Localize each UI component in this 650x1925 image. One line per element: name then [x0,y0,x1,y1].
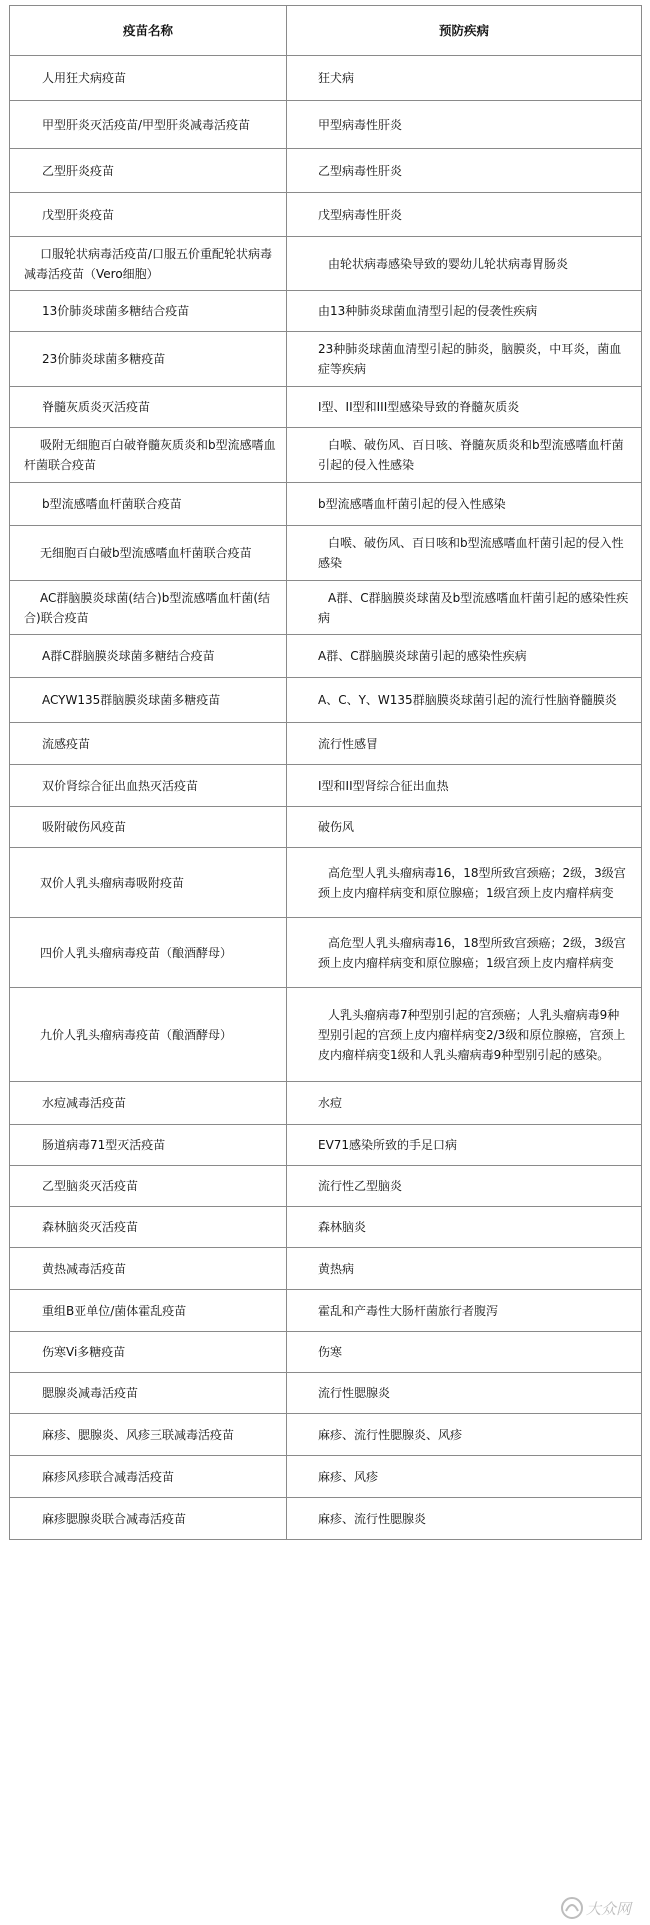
cell-disease: EV71感染所致的手足口病 [287,1125,642,1166]
cell-vaccine-name: 双价人乳头瘤病毒吸附疫苗 [10,848,287,918]
cell-disease: 森林脑炎 [287,1207,642,1248]
header-vaccine-name: 疫苗名称 [10,6,287,56]
cell-vaccine-name: 23价肺炎球菌多糖疫苗 [10,332,287,387]
cell-vaccine-name: 无细胞百白破b型流感嗜血杆菌联合疫苗 [10,526,287,581]
cell-disease: 麻疹、风疹 [287,1456,642,1498]
cell-disease: 黄热病 [287,1248,642,1290]
cell-vaccine-name: ACYW135群脑膜炎球菌多糖疫苗 [10,678,287,723]
table-row [10,765,642,807]
table-row [10,1082,642,1125]
table-row [10,237,642,291]
table-row [10,1414,642,1456]
table-row [10,483,642,526]
table-row [10,581,642,635]
cell-vaccine-name: 麻疹腮腺炎联合减毒活疫苗 [10,1498,287,1540]
cell-disease: 甲型病毒性肝炎 [287,101,642,149]
cell-vaccine-name: 脊髓灰质炎灭活疫苗 [10,387,287,428]
site-logo-watermark [560,1893,644,1923]
cell-vaccine-name: 森林脑炎灭活疫苗 [10,1207,287,1248]
table-row [10,1125,642,1166]
table-row [10,1456,642,1498]
cell-disease: 霍乱和产毒性大肠杆菌旅行者腹泻 [287,1290,642,1332]
table-row [10,918,642,988]
cell-vaccine-name: 重组B亚单位/菌体霍乱疫苗 [10,1290,287,1332]
cell-vaccine-name: 13价肺炎球菌多糖结合疫苗 [10,291,287,332]
cell-vaccine-name: 乙型肝炎疫苗 [10,149,287,193]
cell-vaccine-name: 麻疹、腮腺炎、风疹三联减毒活疫苗 [10,1414,287,1456]
cell-vaccine-name: 吸附无细胞百白破脊髓灰质炎和b型流感嗜血杆菌联合疫苗 [10,428,287,483]
cell-vaccine-name: b型流感嗜血杆菌联合疫苗 [10,483,287,526]
table-row [10,526,642,581]
table-row [10,101,642,149]
cell-vaccine-name: 人用狂犬病疫苗 [10,56,287,101]
cell-disease: 伤寒 [287,1332,642,1373]
table-row [10,1332,642,1373]
cell-vaccine-name: 水痘减毒活疫苗 [10,1082,287,1125]
table-row [10,1373,642,1414]
cell-disease: A群、C群脑膜炎球菌及b型流感嗜血杆菌引起的感染性疾病 [287,581,642,635]
table-header-row [10,6,642,56]
cell-vaccine-name: 流感疫苗 [10,723,287,765]
cell-disease: I型和II型肾综合征出血热 [287,765,642,807]
cell-disease: 人乳头瘤病毒7种型别引起的宫颈癌；人乳头瘤病毒9种型别引起的宫颈上皮内瘤样病变2/3级和原位腺癌，宫颈上皮内瘤样病变1级和人乳头瘤病毒9种型别引起的感染。 [287,988,642,1082]
cell-disease: b型流感嗜血杆菌引起的侵入性感染 [287,483,642,526]
table-row [10,1248,642,1290]
cell-vaccine-name: A群C群脑膜炎球菌多糖结合疫苗 [10,635,287,678]
cell-vaccine-name: 乙型脑炎灭活疫苗 [10,1166,287,1207]
table-row [10,428,642,483]
table-row [10,723,642,765]
cell-disease: 破伤风 [287,807,642,848]
table-row [10,807,642,848]
table-row [10,56,642,101]
cell-disease: A群、C群脑膜炎球菌引起的感染性疾病 [287,635,642,678]
cell-vaccine-name: 黄热减毒活疫苗 [10,1248,287,1290]
table-row [10,848,642,918]
cell-vaccine-name: 伤寒Vi多糖疫苗 [10,1332,287,1373]
cell-disease: I型、II型和III型感染导致的脊髓灰质炎 [287,387,642,428]
table-row [10,332,642,387]
cell-disease: 乙型病毒性肝炎 [287,149,642,193]
table-row [10,1166,642,1207]
cell-vaccine-name: 甲型肝炎灭活疫苗/甲型肝炎减毒活疫苗 [10,101,287,149]
cell-disease: 流行性腮腺炎 [287,1373,642,1414]
table-row [10,291,642,332]
table-row [10,1498,642,1540]
table-row [10,149,642,193]
cell-disease: 白喉、破伤风、百日咳和b型流感嗜血杆菌引起的侵入性感染 [287,526,642,581]
table-row [10,988,642,1082]
vaccine-table [9,5,642,1540]
cell-disease: 流行性乙型脑炎 [287,1166,642,1207]
cell-vaccine-name: 九价人乳头瘤病毒疫苗（酿酒酵母） [10,988,287,1082]
table-row [10,678,642,723]
cell-vaccine-name: 戊型肝炎疫苗 [10,193,287,237]
table-body [10,56,642,1540]
cell-disease: 由轮状病毒感染导致的婴幼儿轮状病毒胃肠炎 [287,237,642,291]
cell-disease: 23种肺炎球菌血清型引起的肺炎，脑膜炎，中耳炎，菌血症等疾病 [287,332,642,387]
cell-vaccine-name: 麻疹风疹联合减毒活疫苗 [10,1456,287,1498]
table-row [10,1207,642,1248]
cell-disease: 由13种肺炎球菌血清型引起的侵袭性疾病 [287,291,642,332]
table-row [10,387,642,428]
cell-disease: 流行性感冒 [287,723,642,765]
cell-vaccine-name: 腮腺炎减毒活疫苗 [10,1373,287,1414]
table-row [10,1290,642,1332]
watermark-text: 大众网 [586,1900,632,1918]
cell-disease: 高危型人乳头瘤病毒16，18型所致宫颈癌；2级，3级宫颈上皮内瘤样病变和原位腺癌；1级宫颈上皮内瘤样病变 [287,848,642,918]
cell-vaccine-name: 双价肾综合征出血热灭活疫苗 [10,765,287,807]
cell-vaccine-name: 口服轮状病毒活疫苗/口服五价重配轮状病毒减毒活疫苗（Vero细胞） [10,237,287,291]
cell-disease: 戊型病毒性肝炎 [287,193,642,237]
cell-vaccine-name: 肠道病毒71型灭活疫苗 [10,1125,287,1166]
header-disease: 预防疾病 [287,6,642,56]
cell-vaccine-name: 吸附破伤风疫苗 [10,807,287,848]
cell-vaccine-name: 四价人乳头瘤病毒疫苗（酿酒酵母） [10,918,287,988]
cell-vaccine-name: AC群脑膜炎球菌(结合)b型流感嗜血杆菌(结合)联合疫苗 [10,581,287,635]
cell-disease: 白喉、破伤风、百日咳、脊髓灰质炎和b型流感嗜血杆菌引起的侵入性感染 [287,428,642,483]
cell-disease: 水痘 [287,1082,642,1125]
cell-disease: 狂犬病 [287,56,642,101]
cell-disease: A、C、Y、W135群脑膜炎球菌引起的流行性脑脊髓膜炎 [287,678,642,723]
cell-disease: 麻疹、流行性腮腺炎、风疹 [287,1414,642,1456]
table-row [10,635,642,678]
cell-disease: 高危型人乳头瘤病毒16，18型所致宫颈癌；2级，3级宫颈上皮内瘤样病变和原位腺癌；1级宫颈上皮内瘤样病变 [287,918,642,988]
cell-disease: 麻疹、流行性腮腺炎 [287,1498,642,1540]
table-row [10,193,642,237]
